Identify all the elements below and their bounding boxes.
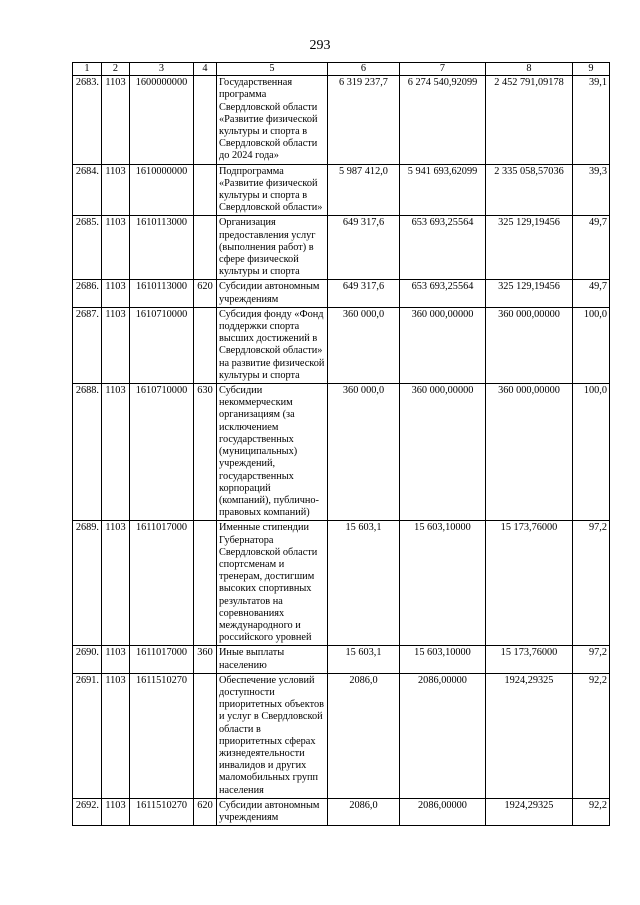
target-article-code: 1611510270 [130,798,194,825]
expense-type-code [194,521,217,646]
planned-amount: 360 000,00000 [400,307,486,383]
target-article-code: 1611510270 [130,673,194,798]
section-code: 1103 [102,646,130,673]
section-code: 1103 [102,164,130,216]
header-cell: 4 [194,63,217,76]
target-article-code: 1611017000 [130,646,194,673]
approved-amount: 15 603,1 [328,646,400,673]
expense-type-code [194,76,217,164]
row-number: 2690. [73,646,102,673]
execution-percent: 97,2 [573,521,610,646]
header-row [73,63,610,76]
row-number: 2689. [73,521,102,646]
expense-type-code [194,164,217,216]
table-row [73,798,610,825]
expense-type-code [194,673,217,798]
table-row [73,76,610,164]
table-row [73,673,610,798]
section-code: 1103 [102,673,130,798]
table-row [73,646,610,673]
table-row [73,164,610,216]
section-code: 1103 [102,384,130,521]
table-row [73,216,610,280]
approved-amount: 649 317,6 [328,216,400,280]
executed-amount: 15 173,76000 [486,646,573,673]
executed-amount: 325 129,19456 [486,280,573,307]
header-cell: 9 [573,63,610,76]
expense-type-code [194,307,217,383]
executed-amount: 2 335 058,57036 [486,164,573,216]
section-code: 1103 [102,307,130,383]
approved-amount: 2086,0 [328,673,400,798]
target-article-code: 1610000000 [130,164,194,216]
planned-amount: 360 000,00000 [400,384,486,521]
execution-percent: 92,2 [573,798,610,825]
table-row [73,384,610,521]
approved-amount: 2086,0 [328,798,400,825]
header-cell: 1 [73,63,102,76]
row-number: 2687. [73,307,102,383]
executed-amount: 15 173,76000 [486,521,573,646]
expense-type-code: 360 [194,646,217,673]
target-article-code: 1611017000 [130,521,194,646]
executed-amount: 1924,29325 [486,673,573,798]
item-name: Именные стипендии Губернатора Свердловской области спортсменам и тренерам, достигшим высоких спортивных результатов на соревнованиях международного и российского уровней [217,521,328,646]
execution-percent: 39,3 [573,164,610,216]
executed-amount: 360 000,00000 [486,384,573,521]
executed-amount: 360 000,00000 [486,307,573,383]
item-name: Субсидии автономным учреждениям [217,280,328,307]
execution-percent: 100,0 [573,307,610,383]
planned-amount: 2086,00000 [400,673,486,798]
approved-amount: 6 319 237,7 [328,76,400,164]
budget-table [72,62,610,826]
target-article-code: 1600000000 [130,76,194,164]
row-number: 2688. [73,384,102,521]
section-code: 1103 [102,216,130,280]
header-cell: 6 [328,63,400,76]
item-name: Организация предоставления услуг (выполнения работ) в сфере физической культуры и спорта [217,216,328,280]
expense-type-code: 620 [194,280,217,307]
planned-amount: 653 693,25564 [400,280,486,307]
item-name: Субсидии некоммерческим организациям (за исключением государственных (муниципальных) учреждений, государственных корпораций (компаний), публично-правовых компаний) [217,384,328,521]
executed-amount: 1924,29325 [486,798,573,825]
planned-amount: 6 274 540,92099 [400,76,486,164]
page-number: 293 [309,38,331,53]
row-number: 2683. [73,76,102,164]
table-row [73,521,610,646]
row-number: 2692. [73,798,102,825]
section-code: 1103 [102,521,130,646]
planned-amount: 653 693,25564 [400,216,486,280]
item-name: Иные выплаты населению [217,646,328,673]
target-article-code: 1610113000 [130,216,194,280]
target-article-code: 1610710000 [130,307,194,383]
executed-amount: 2 452 791,09178 [486,76,573,164]
expense-type-code [194,216,217,280]
header-cell: 3 [130,63,194,76]
approved-amount: 649 317,6 [328,280,400,307]
header-cell: 2 [102,63,130,76]
target-article-code: 1610710000 [130,384,194,521]
execution-percent: 97,2 [573,646,610,673]
execution-percent: 39,1 [573,76,610,164]
row-number: 2691. [73,673,102,798]
approved-amount: 360 000,0 [328,384,400,521]
execution-percent: 100,0 [573,384,610,521]
section-code: 1103 [102,798,130,825]
row-number: 2684. [73,164,102,216]
approved-amount: 15 603,1 [328,521,400,646]
header-cell: 8 [486,63,573,76]
target-article-code: 1610113000 [130,280,194,307]
execution-percent: 49,7 [573,280,610,307]
executed-amount: 325 129,19456 [486,216,573,280]
approved-amount: 360 000,0 [328,307,400,383]
expense-type-code: 630 [194,384,217,521]
execution-percent: 49,7 [573,216,610,280]
item-name: Обеспечение условий доступности приоритетных объектов и услуг в Свердловской области в приоритетных сферах жизнедеятельности инвалидов и других маломобильных групп населения [217,673,328,798]
header-cell: 5 [217,63,328,76]
item-name: Субсидии автономным учреждениям [217,798,328,825]
execution-percent: 92,2 [573,673,610,798]
item-name: Государственная программа Свердловской области «Развитие физической культуры и спорта в Свердловской области до 2024 года» [217,76,328,164]
table-row [73,307,610,383]
section-code: 1103 [102,76,130,164]
approved-amount: 5 987 412,0 [328,164,400,216]
planned-amount: 2086,00000 [400,798,486,825]
item-name: Подпрограмма «Развитие физической культуры и спорта в Свердловской области» [217,164,328,216]
planned-amount: 5 941 693,62099 [400,164,486,216]
planned-amount: 15 603,10000 [400,646,486,673]
row-number: 2685. [73,216,102,280]
table-row [73,280,610,307]
item-name: Субсидия фонду «Фонд поддержки спорта высших достижений в Свердловской области» на развитие физической культуры и спорта [217,307,328,383]
row-number: 2686. [73,280,102,307]
section-code: 1103 [102,280,130,307]
expense-type-code: 620 [194,798,217,825]
planned-amount: 15 603,10000 [400,521,486,646]
header-cell: 7 [400,63,486,76]
